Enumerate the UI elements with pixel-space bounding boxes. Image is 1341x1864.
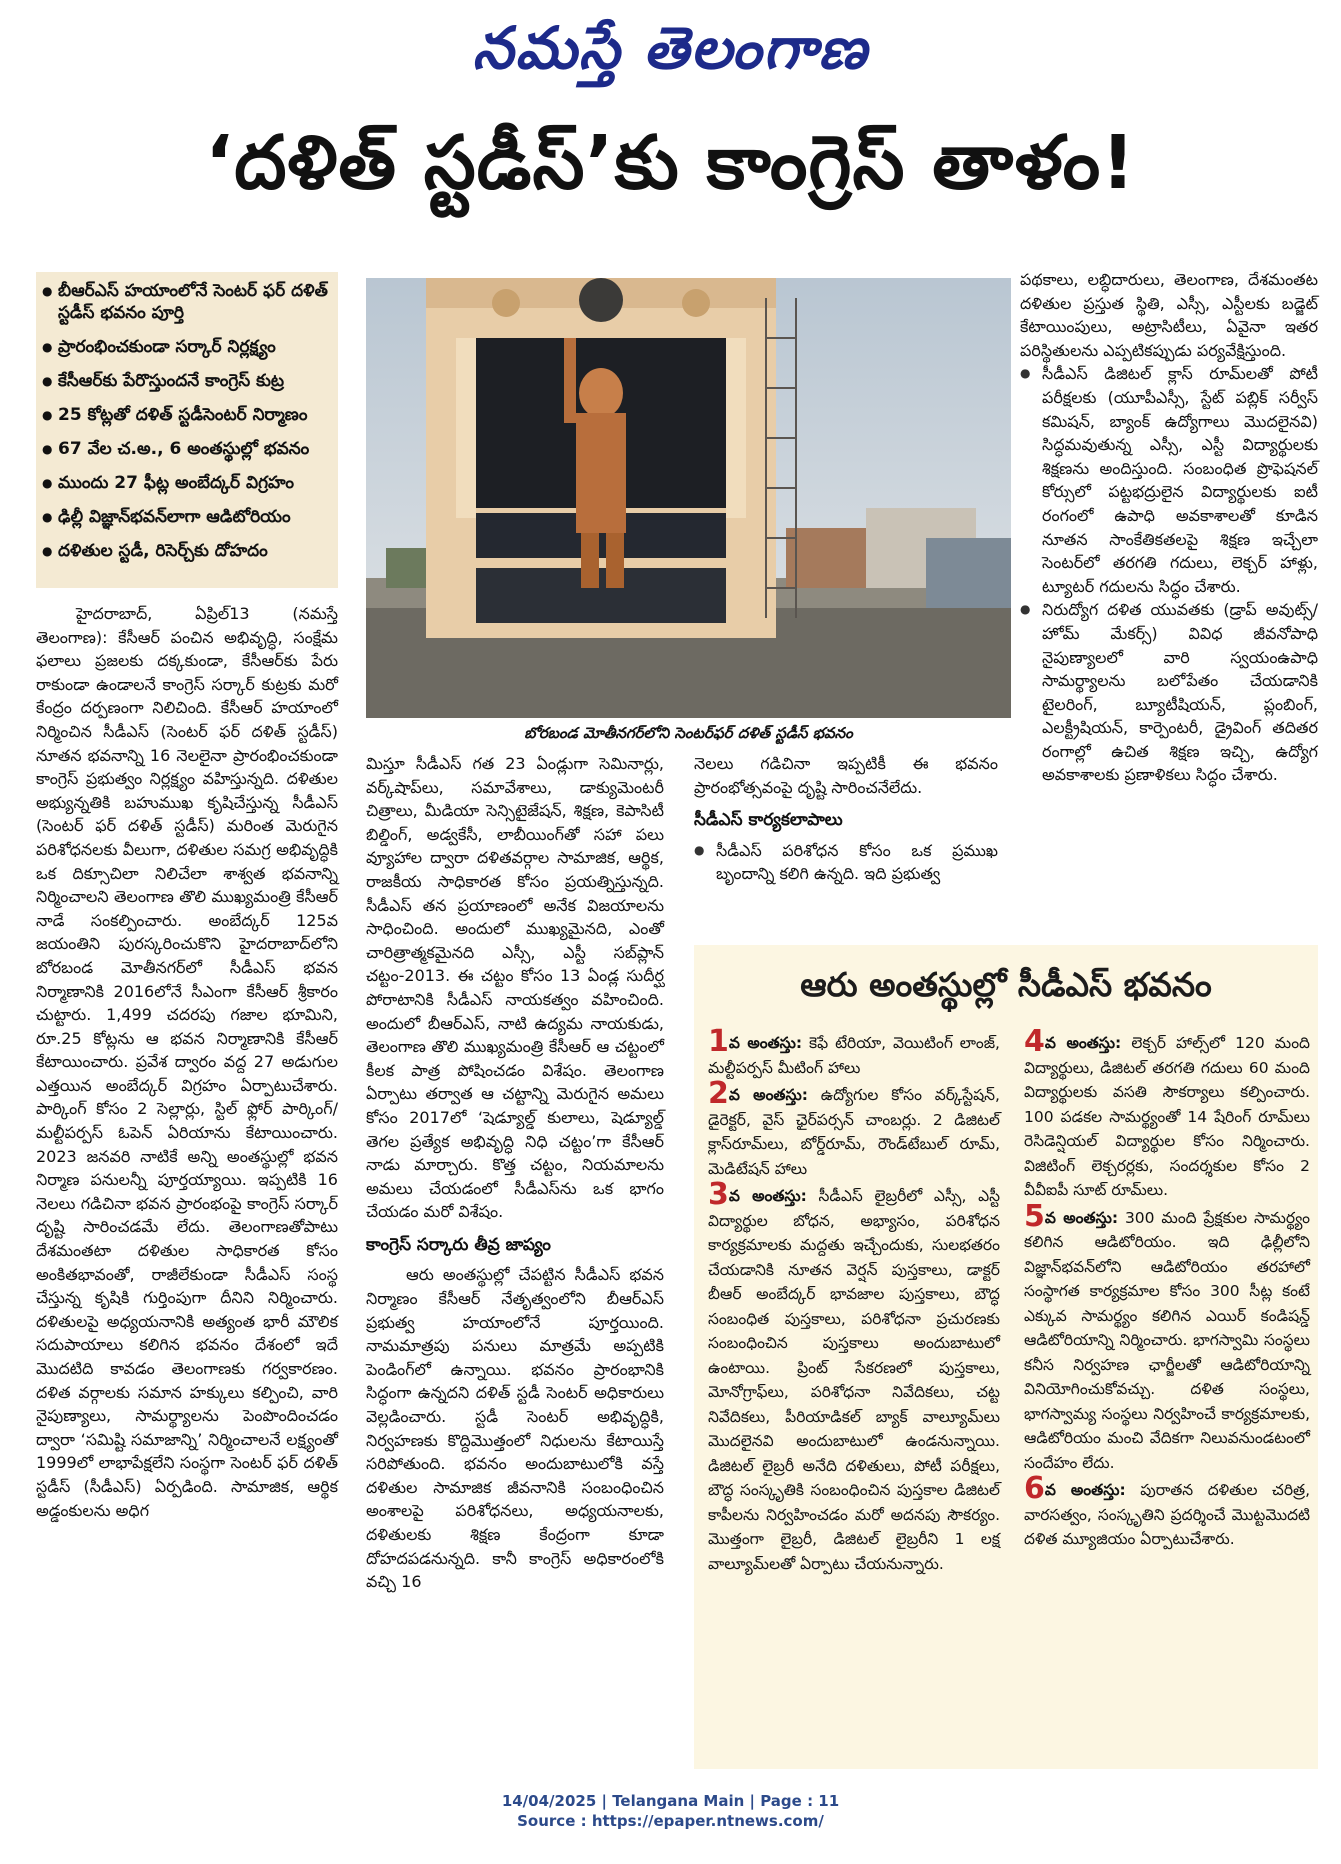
floor-suffix: వ అంతస్తు: — [1044, 1481, 1126, 1499]
floor-number: 3 — [708, 1177, 729, 1212]
highlight-item: ● దళితుల స్టడీ, రిసెర్చ్‌కు దోహదం — [42, 540, 332, 562]
page-footer — [0, 1791, 1341, 1831]
section-subhead: కాంగ్రెస్ సర్కారు తీవ్ర జాప్యం — [366, 1234, 551, 1255]
article-paragraph: హైదరాబాద్, ఏప్రిల్13 (నమస్తే తెలంగాణ): కేసీఆర్ పంచిన అభివృద్ధి, సంక్షేమ ఫలాలు ప్రజలకు దక్కకుండా, కేసీఆర్‌కు పేరు రాకుండా ఉండాలనే కాంగ్రెస్ సర్కార్ కుట్రకు మరో కేంద్రం దర్పణంగా నిలిచింది. కేసీఆర్ హయాంలో నిర్మించిన సీడీఎస్ (సెంటర్ ఫర్ దళిత్ స్టడీస్) నూతన భవనాన్ని 16 నెలలైనా ప్రారంభించకుండా కాంగ్రెస్ ప్రభుత్వం నిర్లక్ష్యం వహిస్తున్నది. దళితుల అభ్యున్నతికి బహుముఖ కృషిచేస్తున్న సీడీఎస్ (సెంటర్ ఫర్ దళిత్ స్టడీస్) మరింత మెరుగైన పరిశోధనలకు వీలుగా, దళితుల సమగ్ర అభివృద్ధికి ఒక దిక్సూచిలా నిలిచేలా శాశ్వత భవనాన్ని నిర్మించాలని తెలంగాణ తొలి ముఖ్యమంత్రి కేసీఆర్ నాడే సంకల్పించారు. అంబేద్కర్ 125వ జయంతిని పురస్కరించుకొని హైదరాబాద్‌లోని బోరబండ మోతీనగర్‌లో సీడీఎస్ భవన నిర్మాణానికి 2016లోనే సీఎంగా కేసీఆర్ శ్రీకారం చుట్టారు. 1,499 చదరపు గజాల భూమిని, రూ.25 కోట్లను ఆ భవన నిర్మాణానికి కేసీఆర్ కేటాయించారు. ప్రవేశ ద్వారం వద్ద 27 అడుగుల ఎత్తయిన అంబేద్కర్ విగ్రహం ఏర్పాటుచేశారు. పార్కింగ్ కోసం 2 సెల్లార్లు, స్టిల్ ఫ్లోర్ పార్కింగ్/మల్టీపర్పస్ ఓపెన్ ఏరియాను కేటాయించారు. 2023 జనవరి నాటికే అన్ని అంతస్థుల్లో భవన నిర్మాణ పనులన్నీ పూర్తయ్యాయి. ఇప్పటికి 16 నెలలు గడిచినా భవన ప్రారంభంపై కాంగ్రెస్ సర్కార్ దృష్టి సారించడమే లేదు. తెలంగాణతోపాటు దేశమంతటా దళితుల సాధికారత కోసం అంకితభావంతో, రాజీలేకుండా సీడీఎస్ సంస్థ చేస్తున్న కృషికి గుర్తింపుగా దీనిని నిర్మించారు. దళితులపై అధ్యయనానికి అత్యంత భారీ మౌలిక సదుపాయాలు కలిగిన భవనం దేశంలో ఇదే మొదటిది కావడం తెలంగాణకు గర్వకారణం. దళిత వర్గాలకు సమాన హక్కులు కల్పించి, వారి నైపుణ్యాలు, సామర్థ్యాలను పెంపొందించడం ద్వారా ‘సమిష్టి సమాజాన్ని’ నిర్మించాలనే లక్ష్యంతో 1999లో లాభాపేక్షలేని సంస్థగా సెంటర్ ఫర్ దళిత్ స్టడీస్ (సీడీఎస్) ఏర్పడింది. సామాజిక, ఆర్థిక అడ్డంకులను అధిగ — [36, 604, 338, 1520]
highlight-item: ● 25 కోట్లతో దళిత్ స్టడీసెంటర్ నిర్మాణం — [42, 404, 332, 426]
floor-entry — [1024, 1471, 1310, 1552]
highlight-item: ● ఢిల్లీ విజ్ఞాన్‌భవన్‌లాగా ఆడిటోరియం — [42, 506, 332, 528]
floor-entry — [1024, 1198, 1310, 1476]
section-subhead: సీడీఎస్ కార్యకలాపాలు — [694, 810, 843, 831]
highlight-item: ● ముందు 27 ఫీట్ల అంబేద్కర్ విగ్రహం — [42, 472, 332, 494]
bullet-paragraph: ● సీడీఎస్ పరిశోధన కోసం ఒక ప్రముఖ బృందాన్ని కలిగి ఉన్నది. ఇది ప్రభుత్వ — [694, 839, 998, 886]
floor-text: లెక్చర్ హాల్స్‌లో 120 మంది విద్యార్థులు, డిజిటల్ తరగతి గదులు 60 మంది విద్యార్థులకు వసతి సౌకర్యాలు కల్పించారు. 100 పడకల సామర్థ్యంతో 14 షేరింగ్ రూమ్‌లు రెసిడెన్షియల్ విద్యార్థుల కోసం నిర్మించారు. విజిటింగ్ లెక్చరర్లకు, సందర్శకుల కోసం 2 వీవీఐపీ సూట్ రూమ్‌లు. — [1024, 1034, 1310, 1199]
bullet-paragraph: ● నిరుద్యోగ దళిత యువతకు (డ్రాప్ అవుట్స్/హోమ్ మేకర్స్) వివిధ జీవనోపాధి నైపుణ్యాలలో వారి స్వయంఉపాధి సామర్థ్యాలను బలోపేతం చేయడానికి టైలరింగ్, బ్యూటీషియన్, ప్లంబింగ్, ఎలక్ట్రీషియన్, కార్పెంటరీ, డ్రైవింగ్ తదితర రంగాల్లో ఉచిత శిక్షణ ఇచ్చి, ఉద్యోగ అవకాశాలకు ప్రణాళికలు సిద్ధం చేశారు. — [1020, 598, 1318, 787]
floor-suffix: వ అంతస్తు: — [728, 1034, 803, 1052]
floor-entry — [708, 1076, 1000, 1181]
article-column-2 — [366, 752, 664, 1594]
floor-suffix: వ అంతస్తు: — [1044, 1034, 1122, 1052]
floor-number: 1 — [708, 1024, 729, 1059]
floor-entry — [1024, 1024, 1310, 1203]
floor-suffix: వ అంతస్తు: — [728, 1086, 808, 1104]
highlight-item: ● బీఆర్ఎస్ హయాంలోనే సెంటర్ ఫర్ దళిత్ స్టడీస్ భవనం పూర్తి — [42, 280, 332, 324]
article-column-4 — [1020, 268, 1318, 787]
highlights-box — [36, 272, 338, 588]
floor-text: ఉద్యోగుల కోసం వర్క్‌స్టేషన్, డైరెక్టర్, వైస్ ఛైర్‌పర్సన్ చాంబర్లు. 2 డిజిటల్ క్లాస్‌రూమ్‌లు, బోర్డ్‌రూమ్, రౌండ్‌టేబుల్ రూమ్, మెడిటేషన్ హాలు — [708, 1086, 1000, 1178]
page-headline: ‘దళిత్ స్టడీస్’కు కాంగ్రెస్ తాళం! — [205, 120, 1136, 206]
floors-column-right — [1024, 1024, 1310, 1554]
photo-caption: బోరబండ మోతీనగర్‌లోని సెంటర్‌ఫర్ దళిత్ స్టడీస్ భవనం — [524, 724, 853, 742]
floor-entry — [708, 1177, 1000, 1576]
floor-text: పురాతన దళితుల చరిత్ర, వారసత్వం, సంస్కృతిని ప్రదర్శించే మొట్టమొదటి దళిత మ్యూజియం ఏర్పాటుచేశారు. — [1024, 1481, 1310, 1548]
floor-text: 300 మంది ప్రేక్షకుల సామర్థ్యం కలిగిన ఆడిటోరియం. ఇది ఢిల్లీలోని విజ్ఞాన్‌భవన్‌లోని ఆడిటోరియం తరహాలో సంస్థాగత కార్యక్రమాల కోసం 300 సీట్ల కంటే ఎక్కువ సామర్థ్యం కలిగిన ఎయిర్ కండిషన్డ్ ఆడిటోరియాన్ని నిర్మించారు. భాగస్వామి సంస్థలు కనీస నిర్వహణ ఛార్జీలతో ఆడిటోరియాన్ని వినియోగించుకోవచ్చు. దళిత సంస్థలు, భాగస్వామ్య సంస్థలు నిర్వహించే కార్యక్రమాలకు, ఆడిటోరియం మంచి వేదికగా నిలువనుండటంలో సందేహం లేదు. — [1024, 1208, 1310, 1472]
highlight-item: ● కేసీఆర్‌కు పేరొస్తుందనే కాంగ్రెస్ కుట్ర — [42, 370, 332, 392]
floor-number: 5 — [1024, 1198, 1045, 1234]
article-column-3 — [694, 752, 998, 886]
newspaper-masthead: నమస్తే తెలంగాణ — [472, 14, 869, 82]
ambedkar-statue-building-image — [366, 278, 1011, 718]
article-paragraph: నెలలు గడిచినా ఇప్పటికీ ఈ భవనం ప్రారంభోత్సవంపై దృష్టి సారించనేలేదు. — [694, 754, 998, 797]
building-photo — [366, 278, 1011, 718]
floors-infobox-title: ఆరు అంతస్థుల్లో సీడీఎస్ భవనం — [800, 965, 1212, 1004]
article-paragraph: పథకాలు, లబ్ధిదారులు, తెలంగాణ, దేశమంతట దళితుల ప్రస్తుత స్థితి, ఎస్సీ, ఎస్టీలకు బడ్జెట్ కేటాయింపులు, అట్రాసిటీలు, ఏవైనా ఇతర పరిస్థితులను ఎప్పటికప్పుడు పర్యవేక్షిస్తుంది. — [1020, 270, 1318, 360]
floor-text: సీడీఎస్ లైబ్రరీలో ఎస్సీ, ఎస్టీ విద్యార్థుల బోధన, అభ్యాసం, పరిశోధన కార్యక్రమాలకు మద్దతు ఇచ్చేందుకు, సులభతరం చేయడానికి నూతన వెర్షన్ పుస్తకాలు, డాక్టర్ బీఆర్ అంబేద్కర్ భావజాల పుస్తకాలు, బౌద్ధ సంబంధిత పుస్తకాలు, పరిశోధనా ప్రచురణకు సంబంధించిన పుస్తకాలు అందుబాటులో ఉంటాయి. ప్రింట్ సేకరణలో పుస్తకాలు, మోనోగ్రాఫ్‌లు, పరిశోధనా నివేదికలు, చట్ట నివేదికలు, పీరియాడికల్ బ్యాక్ వాల్యూమ్‌లు మొదలైనవి అందుబాటులో ఉండనున్నాయి. డిజిటల్ లైబ్రరీ అనేది దళితులు, పోటీ పరీక్షలు, బౌద్ధ సంస్కృతికి సంబంధించిన పుస్తకాల డిజిటల్ కాపీలను నిర్వహించడం మరో అదనపు సౌకర్యం. మొత్తంగా లైబ్రరీ, డిజిటల్ లైబ్రరీని 1 లక్ష వాల్యూమ్‌లతో ఏర్పాటు చేయనున్నారు. — [708, 1187, 1000, 1573]
floor-number: 6 — [1024, 1471, 1045, 1506]
source-link[interactable]: Source : https://epaper.ntnews.com/ — [517, 1812, 824, 1830]
floor-suffix: వ అంతస్తు: — [728, 1187, 807, 1205]
floor-text: కెఫే టేరియా, వెయిటింగ్ లాంజ్, మల్టీపర్పస్ మీటింగ్ హాలు — [708, 1034, 1000, 1077]
article-paragraph: మిస్తూ సీడీఎస్ గత 23 ఏండ్లుగా సెమినార్లు, వర్క్‌షాప్‌లు, సమావేశాలు, డాక్యుమెంటరీ చిత్రాలు, మీడియా సెన్సిటైజేషన్, శిక్షణ, కెపాసిటీ బిల్డింగ్, అడ్వకేసీ, లాబీయింగ్‌తో సహా పలు వ్యూహాల ద్వారా దళితవర్గాల సామాజిక, ఆర్థిక, రాజకీయ సాధికారత కోసం ప్రయత్నిస్తున్నది. సీడీఎస్ తన ప్రయాణంలో అనేక విజయాలను సాధించింది. అందులో ముఖ్యమైనది, ఎంతో చారిత్రాత్మకమైనది ఎస్సీ, ఎస్టీ సబ్‌ప్లాన్ చట్టం-2013. ఈ చట్టం కోసం 13 ఏండ్ల సుదీర్ఘ పోరాటానికి సీడీఎస్ నాయకత్వం వహించింది. అందులో బీఆర్ఎస్, నాటి ఉద్యమ నాయకుడు, తెలంగాణ తొలి ముఖ్యమంత్రి కేసీఆర్ ఆ చట్టంలో కీలక పాత్ర పోషించడం విశేషం. తెలంగాణ ఏర్పాటు తర్వాత ఆ చట్టాన్ని మెరుగైన అమలు కోసం 2017లో ‘షెడ్యూల్డ్ కులాలు, షెడ్యూల్డ్ తెగల ప్రత్యేక అభివృద్ధి నిధి చట్టం’గా కేసీఆర్ నాడు మార్చారు. కొత్త చట్టం, నియమాలను అమలు చేయడంలో సీడీఎస్‌ను ఒక భాగం చేయడం మరో విశేషం. — [366, 754, 664, 1222]
floors-column-left — [708, 1024, 1000, 1578]
article-column-1 — [36, 602, 338, 1522]
bullet-paragraph: ● సీడీఎస్ డిజిటల్ క్లాస్ రూమ్‌లతో పోటీ పరీక్షలకు (యూపీఎస్సీ, స్టేట్ పబ్లిక్ సర్వీస్ కమిషన్, బ్యాంక్ ఉద్యోగాలు మొదలైనవి) సిద్ధమవుతున్న ఎస్సీ, ఎస్టీ విద్యార్థులకు శిక్షణను అందిస్తుంది. సంబంధిత ప్రొఫెషనల్ కోర్సులో పట్టభద్రులైన విద్యార్థులకు ఐటీ రంగంలో ఉపాధి అవకాశాలతో కూడిన నూతన సాంకేతికతలపై శిక్షణ ఇచ్చేలా సెంటర్‌లో తరగతి గదులు, లెక్చర్ హాళ్లు, ట్యూటర్ గదులను సిద్ధం చేశారు. — [1020, 362, 1318, 598]
floor-number: 2 — [708, 1076, 729, 1111]
edition-info: 14/04/2025 | Telangana Main | Page : 11 — [501, 1792, 840, 1810]
floor-entry — [708, 1024, 1000, 1080]
floor-suffix: వ అంతస్తు: — [1044, 1208, 1119, 1227]
highlight-item: ● 67 వేల చ.అ., 6 అంతస్థుల్లో భవనం — [42, 438, 332, 460]
article-paragraph: ఆరు అంతస్థుల్లో చేపట్టిన సీడీఎస్ భవన నిర్మాణం కేసీఆర్ నేతృత్వంలోని బీఆర్ఎస్ ప్రభుత్వ హయాంలోనే పూర్తయింది. నామమాత్రపు పనులు మాత్రమే అప్పటికి పెండింగ్‌లో ఉన్నాయి. భవనం ప్రారంభానికి సిద్ధంగా ఉన్నదని దళిత్ స్టడీ సెంటర్ అధికారులు వెల్లడించారు. స్టడీ సెంటర్ అభివృద్ధికి, నిర్వహణకు కొద్దిమొత్తంలో నిధులను కేటాయిస్తే సరిపోతుంది. భవనం అందుబాటులోకి వస్తే దళితుల సామాజిక జీవనానికి సంబంధించిన అంశాలపై పరిశోధనలు, అధ్యయనాలకు, దళితులకు శిక్షణ కేంద్రంగా కూడా దోహదపడనున్నది. కానీ కాంగ్రెస్ అధికారంలోకి వచ్చి 16 — [366, 1265, 664, 1592]
floor-number: 4 — [1024, 1024, 1045, 1059]
highlight-item: ● ప్రారంభించకుండా సర్కార్ నిర్లక్ష్యం — [42, 336, 332, 358]
